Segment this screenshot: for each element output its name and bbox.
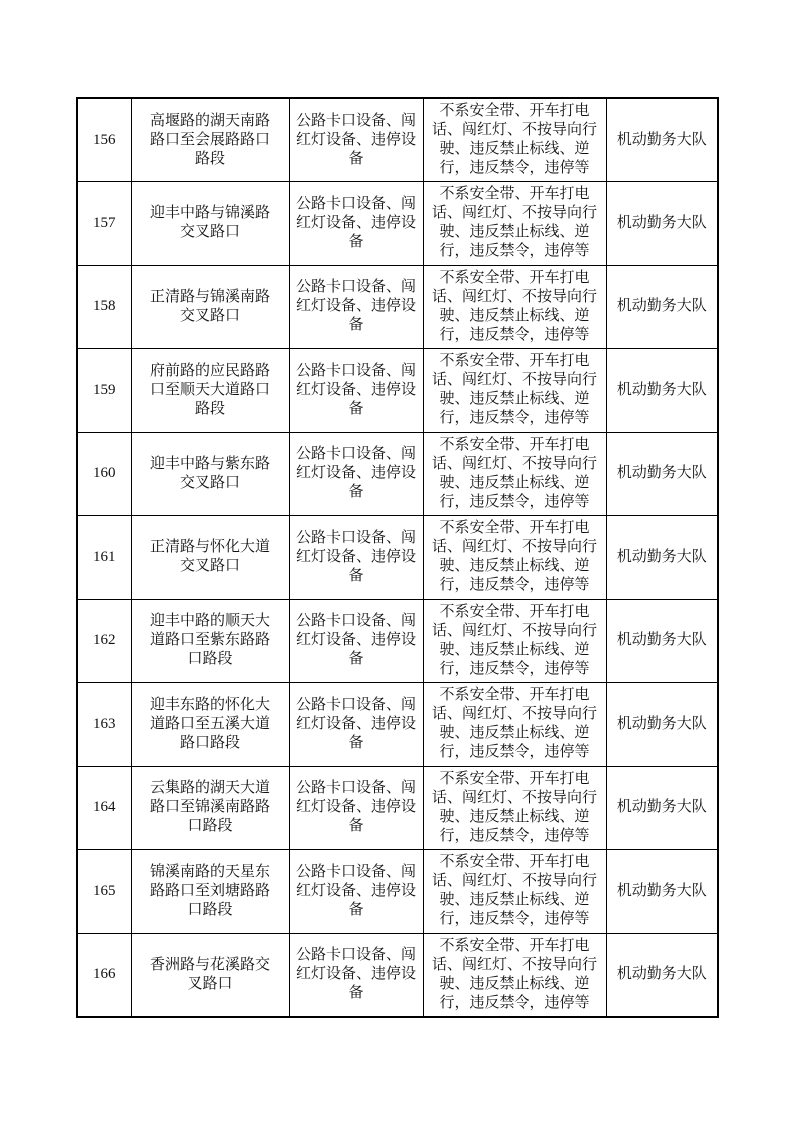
- table-row: [77, 182, 718, 266]
- department-cell: 机动勤务大队: [606, 933, 718, 1017]
- location-cell: 香洲路与花溪路交叉路口: [131, 933, 289, 1017]
- location-cell: 正清路与怀化大道交叉路口: [131, 516, 289, 600]
- equipment-cell: 公路卡口设备、闯红灯设备、违停设备: [289, 683, 423, 767]
- no-cell: 160: [77, 432, 131, 516]
- no-cell: 166: [77, 933, 131, 1017]
- department-cell: 机动勤务大队: [606, 349, 718, 433]
- department-cell: 机动勤务大队: [606, 182, 718, 266]
- violations-cell: 不系安全带、开车打电话、闯红灯、不按导向行驶、违反禁止标线、逆行，违反禁令，违停等: [423, 516, 606, 600]
- table-row: [77, 683, 718, 767]
- table-row: [77, 766, 718, 850]
- department-cell: 机动勤务大队: [606, 265, 718, 349]
- enforcement-table: [76, 97, 719, 1018]
- table-row: [77, 599, 718, 683]
- no-cell: 159: [77, 349, 131, 433]
- location-cell: 迎丰东路的怀化大道路口至五溪大道路口路段: [131, 683, 289, 767]
- violations-cell: 不系安全带、开车打电话、闯红灯、不按导向行驶、违反禁止标线、逆行，违反禁令，违停等: [423, 349, 606, 433]
- no-cell: 163: [77, 683, 131, 767]
- department-cell: 机动勤务大队: [606, 432, 718, 516]
- equipment-cell: 公路卡口设备、闯红灯设备、违停设备: [289, 349, 423, 433]
- location-cell: 正清路与锦溪南路交叉路口: [131, 265, 289, 349]
- violations-cell: 不系安全带、开车打电话、闯红灯、不按导向行驶、违反禁止标线、逆行，违反禁令，违停等: [423, 933, 606, 1017]
- violations-cell: 不系安全带、开车打电话、闯红灯、不按导向行驶、违反禁止标线、逆行，违反禁令，违停等: [423, 432, 606, 516]
- violations-cell: 不系安全带、开车打电话、闯红灯、不按导向行驶、违反禁止标线、逆行，违反禁令，违停等: [423, 850, 606, 934]
- location-cell: 府前路的应民路路口至顺天大道路口路段: [131, 349, 289, 433]
- violations-cell: 不系安全带、开车打电话、闯红灯、不按导向行驶、违反禁止标线、逆行，违反禁令，违停等: [423, 265, 606, 349]
- location-cell: 锦溪南路的天星东路路口至刘塘路路口路段: [131, 850, 289, 934]
- table-row: [77, 98, 718, 182]
- table-row: [77, 516, 718, 600]
- table-row: [77, 850, 718, 934]
- no-cell: 161: [77, 516, 131, 600]
- table-row: [77, 432, 718, 516]
- location-cell: 高堰路的湖天南路路口至会展路路口路段: [131, 98, 289, 182]
- location-cell: 迎丰中路的顺天大道路口至紫东路路口路段: [131, 599, 289, 683]
- equipment-cell: 公路卡口设备、闯红灯设备、违停设备: [289, 516, 423, 600]
- department-cell: 机动勤务大队: [606, 98, 718, 182]
- table-row: [77, 265, 718, 349]
- no-cell: 162: [77, 599, 131, 683]
- department-cell: 机动勤务大队: [606, 850, 718, 934]
- violations-cell: 不系安全带、开车打电话、闯红灯、不按导向行驶、违反禁止标线、逆行，违反禁令，违停等: [423, 766, 606, 850]
- no-cell: 157: [77, 182, 131, 266]
- no-cell: 158: [77, 265, 131, 349]
- location-cell: 云集路的湖天大道路口至锦溪南路路口路段: [131, 766, 289, 850]
- violations-cell: 不系安全带、开车打电话、闯红灯、不按导向行驶、违反禁止标线、逆行，违反禁令，违停等: [423, 98, 606, 182]
- department-cell: 机动勤务大队: [606, 516, 718, 600]
- location-cell: 迎丰中路与锦溪路交叉路口: [131, 182, 289, 266]
- no-cell: 164: [77, 766, 131, 850]
- table-body: [77, 98, 718, 1017]
- department-cell: 机动勤务大队: [606, 766, 718, 850]
- violations-cell: 不系安全带、开车打电话、闯红灯、不按导向行驶、违反禁止标线、逆行，违反禁令，违停等: [423, 683, 606, 767]
- department-cell: 机动勤务大队: [606, 683, 718, 767]
- no-cell: 165: [77, 850, 131, 934]
- equipment-cell: 公路卡口设备、闯红灯设备、违停设备: [289, 265, 423, 349]
- no-cell: 156: [77, 98, 131, 182]
- equipment-cell: 公路卡口设备、闯红灯设备、违停设备: [289, 98, 423, 182]
- equipment-cell: 公路卡口设备、闯红灯设备、违停设备: [289, 432, 423, 516]
- equipment-cell: 公路卡口设备、闯红灯设备、违停设备: [289, 933, 423, 1017]
- location-cell: 迎丰中路与紫东路交叉路口: [131, 432, 289, 516]
- violations-cell: 不系安全带、开车打电话、闯红灯、不按导向行驶、违反禁止标线、逆行，违反禁令，违停等: [423, 599, 606, 683]
- equipment-cell: 公路卡口设备、闯红灯设备、违停设备: [289, 182, 423, 266]
- equipment-cell: 公路卡口设备、闯红灯设备、违停设备: [289, 599, 423, 683]
- equipment-cell: 公路卡口设备、闯红灯设备、违停设备: [289, 850, 423, 934]
- violations-cell: 不系安全带、开车打电话、闯红灯、不按导向行驶、违反禁止标线、逆行，违反禁令，违停等: [423, 182, 606, 266]
- department-cell: 机动勤务大队: [606, 599, 718, 683]
- table-row: [77, 933, 718, 1017]
- equipment-cell: 公路卡口设备、闯红灯设备、违停设备: [289, 766, 423, 850]
- table-row: [77, 349, 718, 433]
